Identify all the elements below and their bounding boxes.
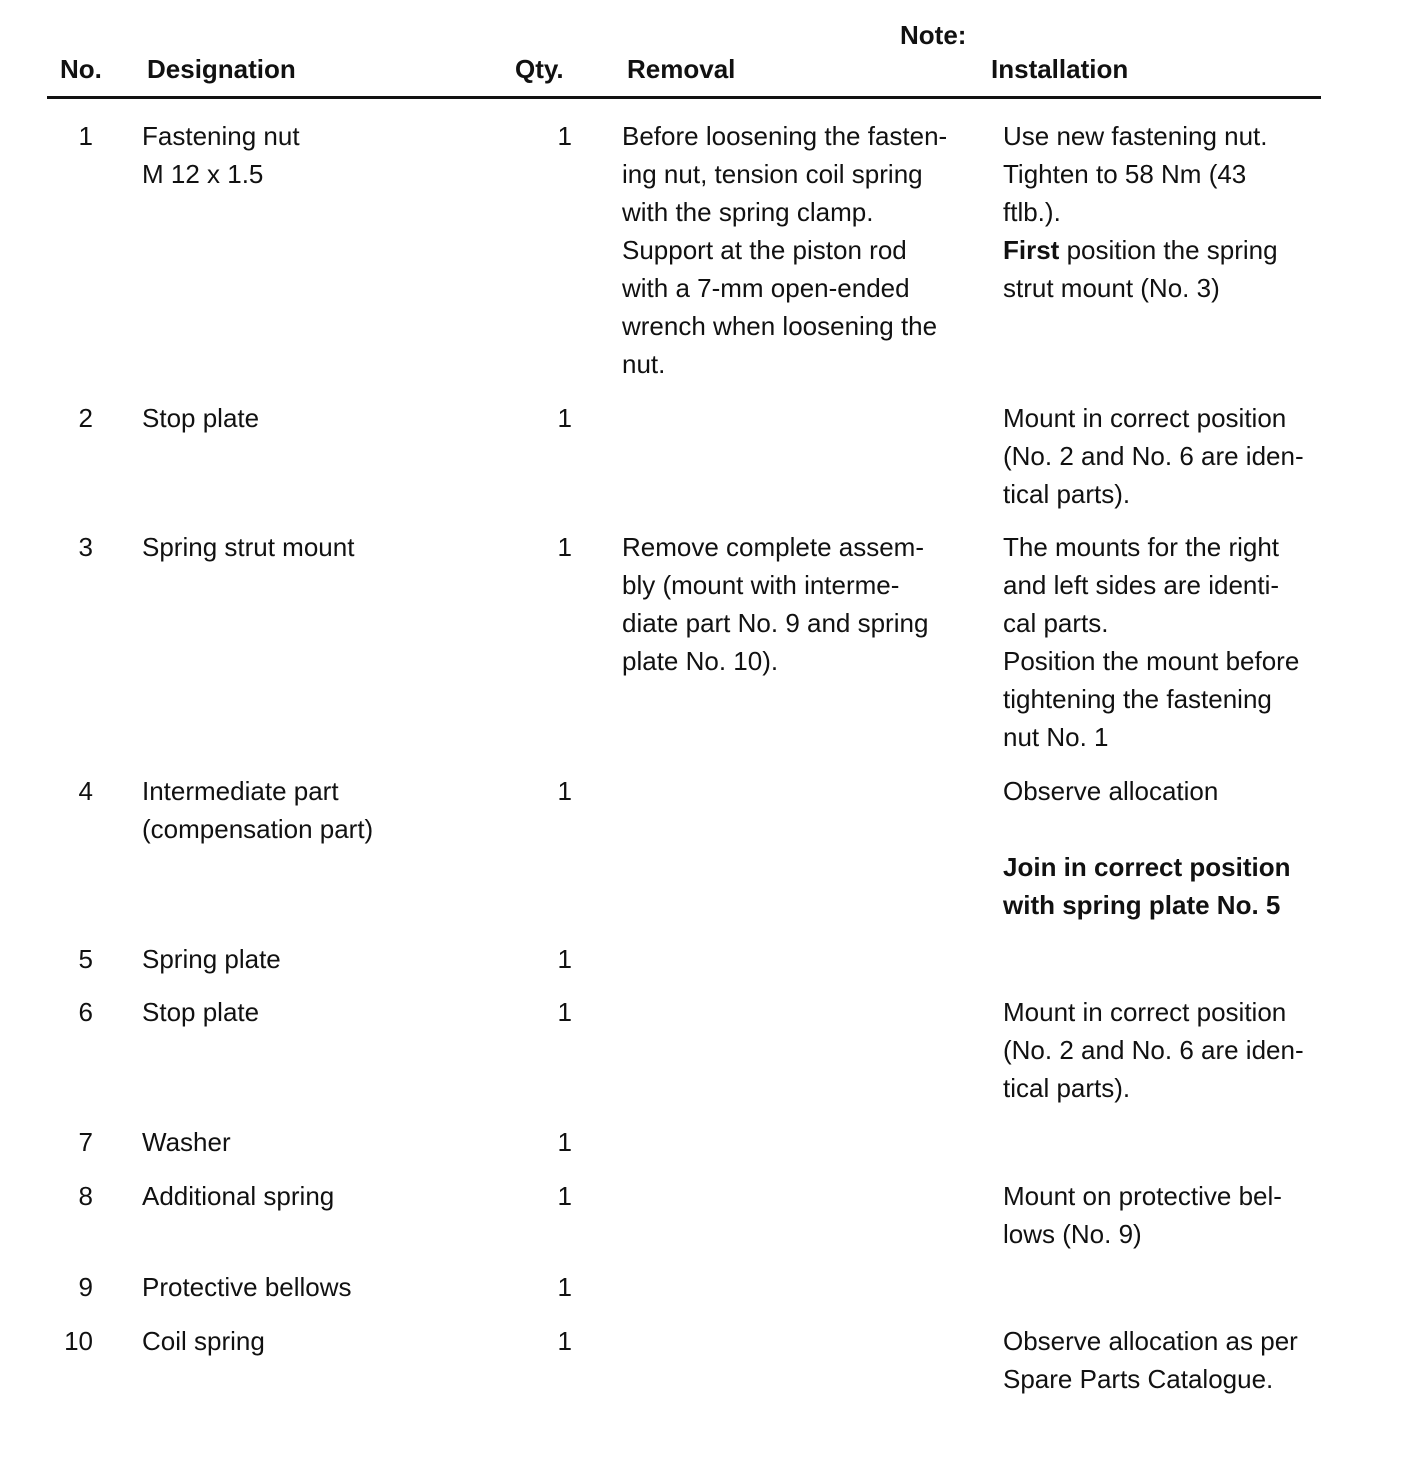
- row-quantity: 1: [557, 403, 572, 433]
- row-number: 7: [78, 1127, 93, 1157]
- removal-line: with the spring clamp.: [622, 197, 874, 227]
- installation-line: Observe allocation: [1003, 776, 1219, 806]
- row-quantity: 1: [557, 1272, 572, 1302]
- column-header-qty: Qty.: [515, 54, 564, 84]
- row-designation: [142, 1177, 334, 1215]
- row-installation-note: [1003, 1322, 1298, 1398]
- row-number: 6: [78, 997, 93, 1027]
- installation-line: Tighten to 58 Nm (43: [1003, 159, 1247, 189]
- installation-line: Observe allocation as per: [1003, 1326, 1298, 1356]
- designation-line: Intermediate part: [142, 776, 339, 806]
- row-designation: [142, 940, 281, 978]
- removal-line: Remove complete assem-: [622, 532, 924, 562]
- designation-line: (compensation part): [142, 814, 374, 844]
- removal-line: plate No. 10).: [622, 646, 779, 676]
- row-number: 3: [78, 532, 93, 562]
- designation-line: Coil spring: [142, 1326, 265, 1356]
- removal-line: nut.: [622, 349, 666, 379]
- designation-line: Additional spring: [142, 1181, 335, 1211]
- column-header-designation: Designation: [147, 54, 296, 84]
- designation-line: M 12 x 1.5: [142, 159, 264, 189]
- installation-line: Mount in correct position: [1003, 997, 1287, 1027]
- emphasis-first: First: [1003, 235, 1060, 265]
- removal-line: ing nut, tension coil spring: [622, 159, 923, 189]
- installation-line-bold: Join in correct position: [1003, 852, 1291, 882]
- removal-line: diate part No. 9 and spring: [622, 608, 929, 638]
- removal-line: Support at the piston rod: [622, 235, 907, 265]
- row-installation-note: [1003, 117, 1278, 307]
- row-quantity: 1: [557, 532, 572, 562]
- designation-line: Stop plate: [142, 997, 260, 1027]
- row-number: 9: [78, 1272, 93, 1302]
- column-header-no: No.: [60, 54, 102, 84]
- row-quantity: 1: [557, 121, 572, 151]
- row-designation: [142, 399, 259, 437]
- row-designation: [142, 772, 373, 848]
- row-quantity: 1: [557, 776, 572, 806]
- note-heading: Note:: [900, 20, 967, 50]
- installation-line-mixed: [1003, 231, 1278, 269]
- row-designation: [142, 993, 259, 1031]
- installation-line: Spare Parts Catalogue.: [1003, 1364, 1274, 1394]
- installation-line: (No. 2 and No. 6 are iden-: [1003, 441, 1304, 471]
- row-installation-note: [1003, 772, 1290, 924]
- installation-line: Mount on protective bel-: [1003, 1181, 1282, 1211]
- row-installation-note: [1003, 993, 1304, 1107]
- installation-line: The mounts for the right: [1003, 532, 1280, 562]
- paragraph-gap: [1003, 810, 1290, 848]
- row-removal-note: [622, 528, 928, 680]
- installation-line: and left sides are identi-: [1003, 570, 1280, 600]
- row-number: 8: [78, 1181, 93, 1211]
- installation-line: tical parts).: [1003, 479, 1131, 509]
- installation-line: lows (No. 9): [1003, 1219, 1142, 1249]
- row-quantity: 1: [557, 1326, 572, 1356]
- designation-line: Spring strut mount: [142, 532, 355, 562]
- row-number: 2: [78, 403, 93, 433]
- installation-line: ftlb.).: [1003, 197, 1061, 227]
- installation-line: nut No. 1: [1003, 722, 1109, 752]
- row-quantity: 1: [557, 944, 572, 974]
- row-quantity: 1: [557, 1127, 572, 1157]
- row-quantity: 1: [557, 997, 572, 1027]
- installation-line: tightening the fastening: [1003, 684, 1272, 714]
- installation-line: tical parts).: [1003, 1073, 1131, 1103]
- removal-line: Before loosening the fasten-: [622, 121, 948, 151]
- removal-line: wrench when loosening the: [622, 311, 938, 341]
- row-designation: [142, 117, 300, 193]
- row-number: 1: [78, 121, 93, 151]
- row-number: 10: [64, 1326, 93, 1356]
- installation-line: strut mount (No. 3): [1003, 273, 1220, 303]
- installation-line: Position the mount before: [1003, 646, 1300, 676]
- designation-line: Stop plate: [142, 403, 260, 433]
- header-divider: [47, 96, 1321, 99]
- installation-line: Mount in correct position: [1003, 403, 1287, 433]
- designation-line: Washer: [142, 1127, 231, 1157]
- row-removal-note: [622, 117, 947, 383]
- row-designation: [142, 528, 354, 566]
- designation-line: Protective bellows: [142, 1272, 352, 1302]
- row-installation-note: [1003, 1177, 1282, 1253]
- row-number: 4: [78, 776, 93, 806]
- removal-line: with a 7-mm open-ended: [622, 273, 910, 303]
- column-header-removal: Removal: [627, 54, 736, 84]
- row-installation-note: [1003, 528, 1299, 756]
- installation-line-bold: with spring plate No. 5: [1003, 890, 1281, 920]
- installation-line-rest: position the spring: [1059, 235, 1278, 265]
- row-quantity: 1: [557, 1181, 572, 1211]
- removal-line: bly (mount with interme-: [622, 570, 900, 600]
- designation-line: Fastening nut: [142, 121, 300, 151]
- installation-line: cal parts.: [1003, 608, 1109, 638]
- installation-line: (No. 2 and No. 6 are iden-: [1003, 1035, 1304, 1065]
- row-designation: [142, 1268, 352, 1306]
- column-header-installation: Installation: [991, 54, 1129, 84]
- designation-line: Spring plate: [142, 944, 281, 974]
- row-number: 5: [78, 944, 93, 974]
- installation-line: Use new fastening nut.: [1003, 121, 1268, 151]
- row-installation-note: [1003, 399, 1304, 513]
- row-designation: [142, 1123, 231, 1161]
- row-designation: [142, 1322, 265, 1360]
